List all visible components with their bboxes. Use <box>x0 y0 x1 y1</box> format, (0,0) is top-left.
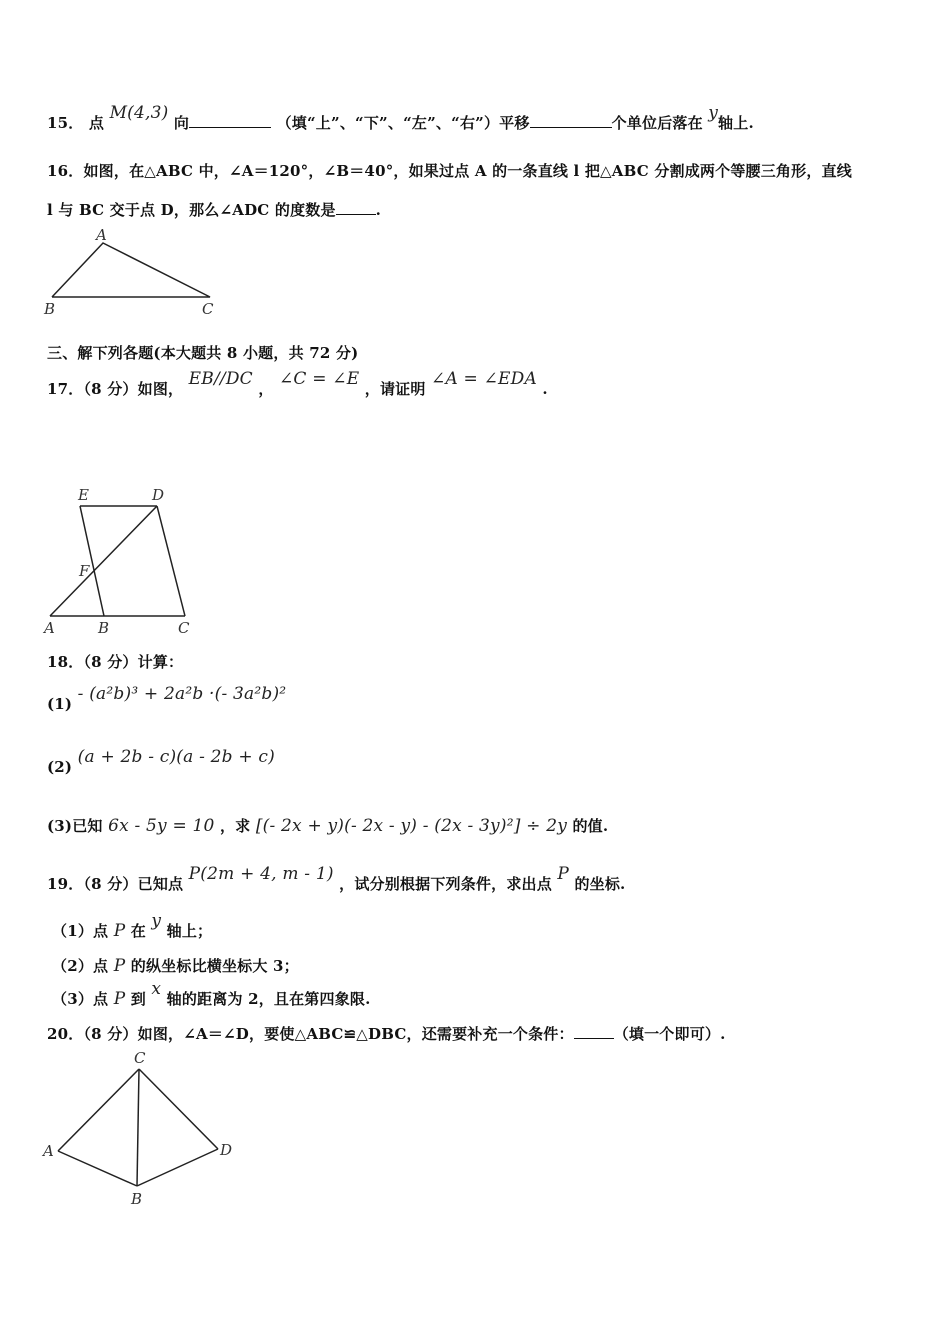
q19-p: P <box>557 864 570 884</box>
q15-pre: 点 <box>88 114 105 132</box>
q18-p1-expression: - (a²b)³ + 2a²b ·(- 3a²b)² <box>77 684 287 704</box>
q18-p3-label: (3)已知 <box>47 817 103 835</box>
q18-p3-condition: 6x - 5y = 10 <box>108 816 215 836</box>
q17-number: 17．（8 分）如图， <box>47 380 184 398</box>
q19-end: 的坐标. <box>574 875 626 893</box>
q15-text-4: 轴上. <box>718 114 754 132</box>
q19-c1-y: y <box>151 911 162 931</box>
label-d: D <box>220 1141 233 1159</box>
q19-point-p: P(2m + 4, m - 1) <box>188 864 334 884</box>
q19-c1-c: 轴上； <box>166 922 213 940</box>
q15-point-m: M(4,3) <box>109 103 169 123</box>
q19-c1-a: （1）点 <box>52 922 109 940</box>
q19-c3-a: （3）点 <box>52 990 109 1008</box>
segment-ca <box>58 1069 139 1151</box>
label-f: F <box>79 562 90 580</box>
label-b: B <box>98 619 110 637</box>
segment-eb <box>80 506 104 616</box>
q17-condition-2: ∠C = ∠E <box>278 369 360 389</box>
q15-number: 15． <box>47 114 84 132</box>
q18-part-1 <box>47 684 890 714</box>
q17-condition-1: EB//DC <box>188 369 253 389</box>
question-19 <box>47 864 890 894</box>
q18-p3-text: ，求 <box>219 817 251 835</box>
q16-period: . <box>375 201 382 219</box>
q18-part-2 <box>47 747 890 777</box>
q19-c3-b: 到 <box>130 990 146 1008</box>
q15-text-2: （填“上”、“下”、“左”、“右”）平移 <box>276 114 530 132</box>
q18-p2-expression: (a + 2b - c)(a - 2b + c) <box>77 747 275 767</box>
q20-blank[interactable] <box>574 1024 614 1039</box>
segment-ad <box>50 506 157 616</box>
q18-part-3 <box>47 815 890 836</box>
q19-text: ，试分别根据下列条件，求出点 <box>339 875 552 893</box>
segment-cb <box>137 1069 139 1186</box>
q19-c1-p: P <box>113 921 126 941</box>
q19-c2-a: （2）点 <box>52 957 109 975</box>
q19-condition-2 <box>52 955 890 976</box>
q19-c3-c: 轴的距离为 2，且在第四象限. <box>166 990 371 1008</box>
q18-p2-label: (2) <box>47 758 73 776</box>
label-e: E <box>78 486 89 504</box>
q16-triangle-figure <box>40 226 230 322</box>
question-18-title: 18．（8 分）计算： <box>47 653 184 671</box>
q17-comma: ， <box>258 380 274 398</box>
q18-p1-label: (1) <box>47 695 73 713</box>
label-c: C <box>178 619 190 637</box>
segment-ab <box>58 1151 137 1186</box>
triangle-abc <box>52 243 210 297</box>
q18-p3-expression: [(- 2x + y)(- 2x - y) - (2x - 3y)²] ÷ 2y <box>255 816 568 836</box>
q19-c2-b: 的纵坐标比横坐标大 3； <box>130 957 299 975</box>
label-a: A <box>96 226 107 244</box>
q19-number: 19．（8 分）已知点 <box>47 875 184 893</box>
q20-figure <box>40 1048 240 1210</box>
q15-blank-direction[interactable] <box>189 113 271 128</box>
q20-text: 20．（8 分）如图，∠A＝∠D，要使△ABC≌△DBC，还需要补充一个条件： <box>47 1025 574 1043</box>
q17-figure <box>40 484 200 636</box>
q15-y: y <box>708 103 719 123</box>
q17-conclusion: ∠A = ∠EDA <box>431 369 537 389</box>
segment-db <box>137 1149 218 1186</box>
q19-condition-1 <box>52 911 890 941</box>
label-b: B <box>131 1190 143 1208</box>
segment-cd <box>139 1069 218 1149</box>
q18-p3-end: 的值. <box>572 817 609 835</box>
question-17 <box>47 369 890 399</box>
label-c: C <box>202 300 214 318</box>
q19-c3-p: P <box>113 989 126 1009</box>
q17-text: ，请证明 <box>364 380 426 398</box>
segment-dc <box>157 506 185 616</box>
label-d: D <box>152 486 165 504</box>
question-16-line-2 <box>47 199 890 220</box>
q19-c1-b: 在 <box>130 922 146 940</box>
q16-line2-text: l 与 BC 交于点 D，那么∠ADC 的度数是 <box>47 201 336 219</box>
q19-c2-p: P <box>113 956 126 976</box>
label-c: C <box>134 1049 146 1067</box>
question-15 <box>47 103 890 133</box>
label-a: A <box>44 619 55 637</box>
question-20 <box>47 1023 890 1044</box>
label-b: B <box>44 300 56 318</box>
section-3-heading: 三、解下列各题(本大题共 8 小题，共 72 分) <box>47 344 359 362</box>
q15-text-3: 个单位后落在 <box>611 114 703 132</box>
q15-blank-units[interactable] <box>530 113 612 128</box>
q19-condition-3 <box>52 979 890 1009</box>
q16-blank[interactable] <box>336 200 376 215</box>
q19-c3-x: x <box>151 979 162 999</box>
label-a: A <box>43 1142 54 1160</box>
q15-text-1: 向 <box>173 114 190 132</box>
q20-end: （填一个即可）. <box>613 1025 726 1043</box>
q17-end: . <box>542 380 548 398</box>
question-16-line-1: 16．如图，在△ABC 中，∠A＝120°，∠B＝40°，如果过点 A 的一条直线 l 把△ABC 分割成两个等腰三角形，直线 <box>47 162 852 180</box>
